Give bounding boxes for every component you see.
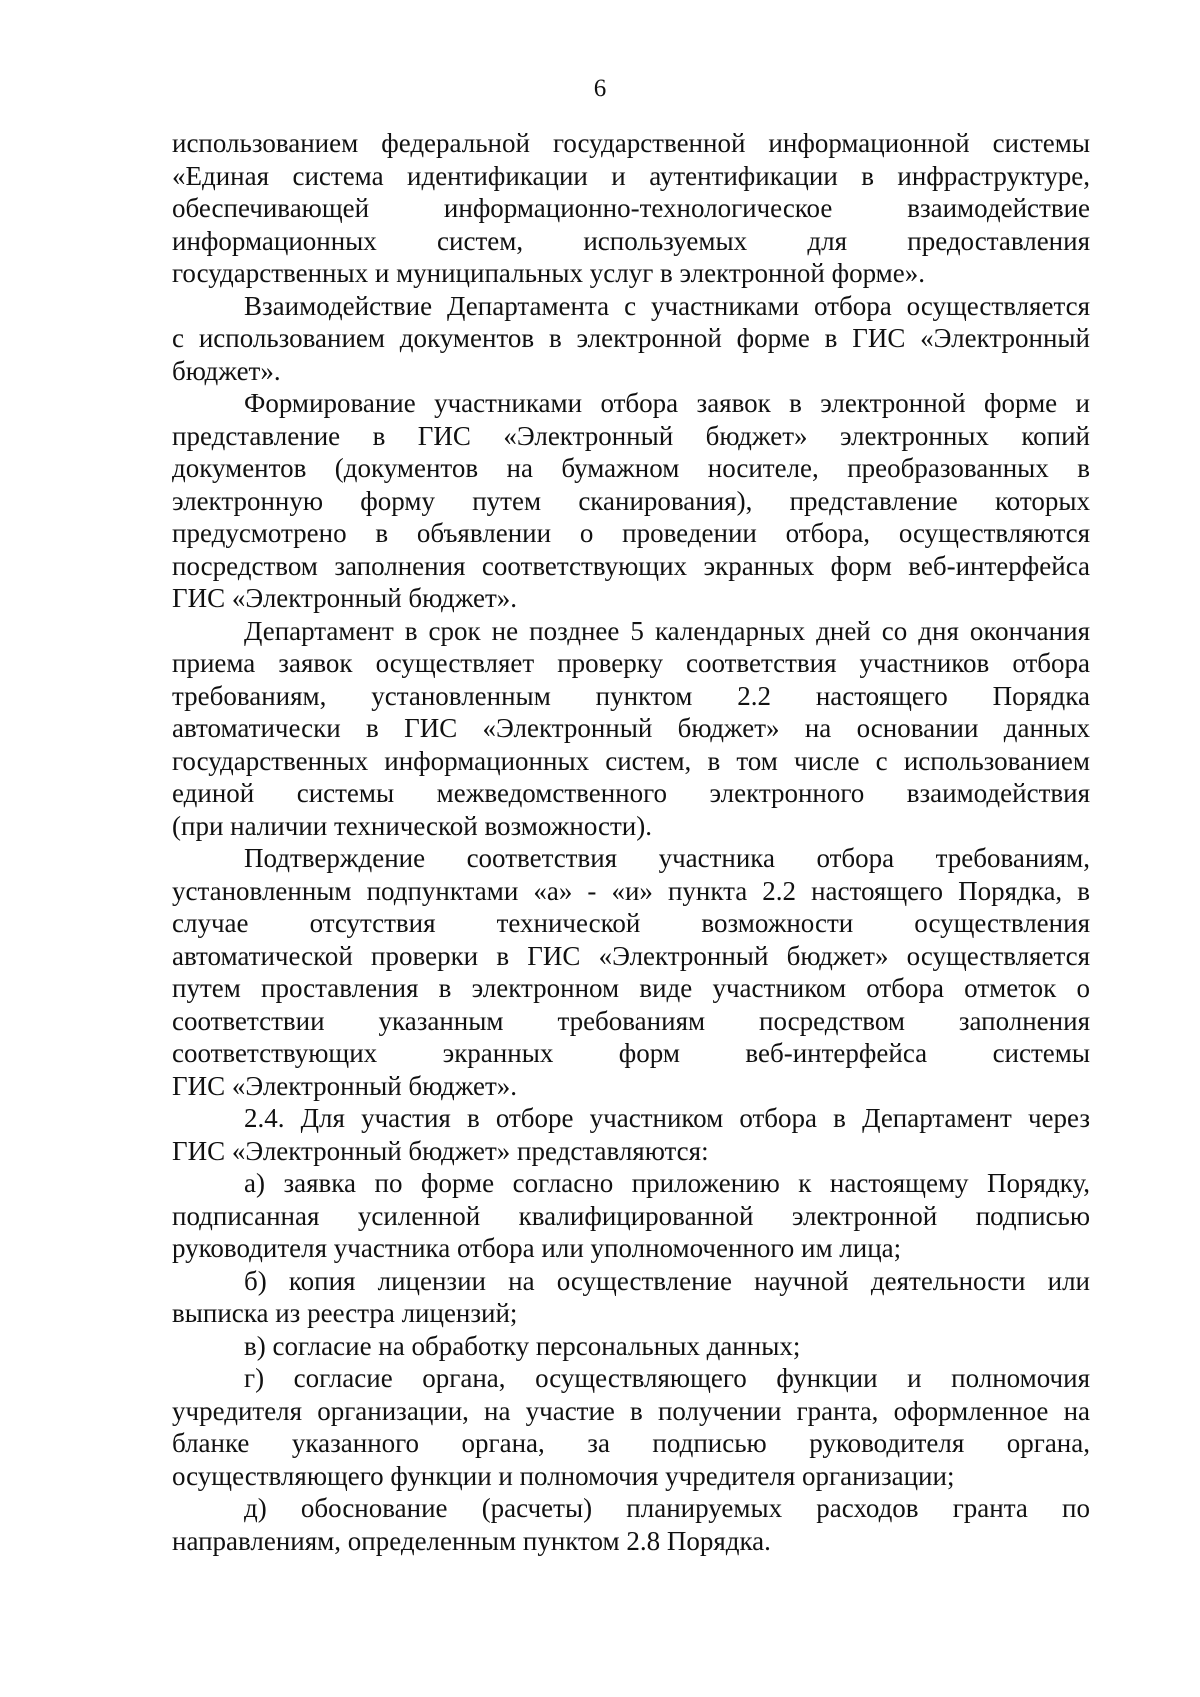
text-line: Департамент в срок не позднее 5 календарных дней со дня окончания xyxy=(244,615,1090,646)
page-number: 6 xyxy=(593,75,607,102)
text-line: в) согласие на обработку персональных данных; xyxy=(244,1330,801,1361)
document-body-text xyxy=(172,127,1090,1557)
text-line: (при наличии технической возможности). xyxy=(172,810,652,841)
text-line: ГИС «Электронный бюджет». xyxy=(172,1070,518,1101)
text-line: путем проставления в электронном виде участником отбора отметок о xyxy=(172,973,1090,1003)
text-line: приема заявок осуществляет проверку соответствия участников отбора xyxy=(172,648,1090,678)
text-line: предусмотрено в объявлении о проведении отбора, осуществляются xyxy=(172,518,1090,548)
text-line: Подтверждение соответствия участника отбора требованиям, xyxy=(244,843,1090,873)
text-line: Взаимодействие Департамента с участниками отбора осуществляется xyxy=(244,290,1090,321)
text-line: автоматической проверки в ГИС «Электронный бюджет» осуществляется xyxy=(172,940,1090,971)
text-line: бюджет». xyxy=(172,355,281,386)
text-line: автоматически в ГИС «Электронный бюджет» на основании данных xyxy=(172,713,1090,743)
text-line: ГИС «Электронный бюджет». xyxy=(172,583,518,613)
text-line: государственных и муниципальных услуг в электронной форме». xyxy=(172,258,925,288)
text-line: электронную форму путем сканирования), представление которых xyxy=(172,485,1090,516)
text-line: обеспечивающей информационно-технологическое взаимодействие xyxy=(172,193,1090,223)
text-line: а) заявка по форме согласно приложению к настоящему Порядку, xyxy=(244,1168,1090,1198)
text-line: соответствующих экранных форм веб-интерфейса системы xyxy=(172,1038,1090,1068)
text-line: государственных информационных систем, в том числе с использованием xyxy=(172,745,1090,776)
text-line: ГИС «Электронный бюджет» представляются: xyxy=(172,1135,709,1166)
text-line: установленным подпунктами «а» - «и» пункта 2.2 настоящего Порядка, в xyxy=(172,875,1090,906)
text-line: г) согласие органа, осуществляющего функции и полномочия xyxy=(244,1363,1090,1393)
text-line: направлениям, определенным пунктом 2.8 Порядка. xyxy=(172,1525,771,1556)
text-line: бланке указанного органа, за подписью руководителя органа, xyxy=(172,1428,1090,1458)
text-line: 2.4. Для участия в отборе участником отбора в Департамент через xyxy=(244,1103,1090,1133)
text-line: требованиям, установленным пунктом 2.2 настоящего Порядка xyxy=(172,680,1090,711)
text-line: руководителя участника отбора или уполномоченного им лица; xyxy=(172,1233,902,1263)
text-line: случае отсутствия технической возможности осуществления xyxy=(172,908,1090,938)
text-line: учредителя организации, на участие в получении гранта, оформленное на xyxy=(172,1395,1090,1426)
text-line: посредством заполнения соответствующих экранных форм веб-интерфейса xyxy=(172,550,1090,581)
text-line: б) копия лицензии на осуществление научной деятельности или xyxy=(244,1265,1090,1296)
text-line: «Единая система идентификации и аутентификации в инфраструктуре, xyxy=(172,160,1090,191)
text-line: использованием федеральной государственной информационной системы xyxy=(172,128,1090,158)
text-line: документов (документов на бумажном носителе, преобразованных в xyxy=(172,453,1090,483)
text-line: единой системы межведомственного электронного взаимодействия xyxy=(172,778,1090,808)
text-line: информационных систем, используемых для предоставления xyxy=(172,225,1090,256)
text-line: подписанная усиленной квалифицированной электронной подписью xyxy=(172,1200,1090,1231)
text-line: Формирование участниками отбора заявок в электронной форме и xyxy=(244,388,1090,418)
text-line: осуществляющего функции и полномочия учредителя организации; xyxy=(172,1460,955,1491)
text-line: соответствии указанным требованиям посредством заполнения xyxy=(172,1005,1090,1036)
text-line: д) обоснование (расчеты) планируемых расходов гранта по xyxy=(244,1493,1090,1523)
text-line: представление в ГИС «Электронный бюджет» электронных копий xyxy=(172,420,1090,451)
text-line: с использованием документов в электронной форме в ГИС «Электронный xyxy=(172,323,1090,353)
text-line: выписка из реестра лицензий; xyxy=(172,1298,518,1328)
